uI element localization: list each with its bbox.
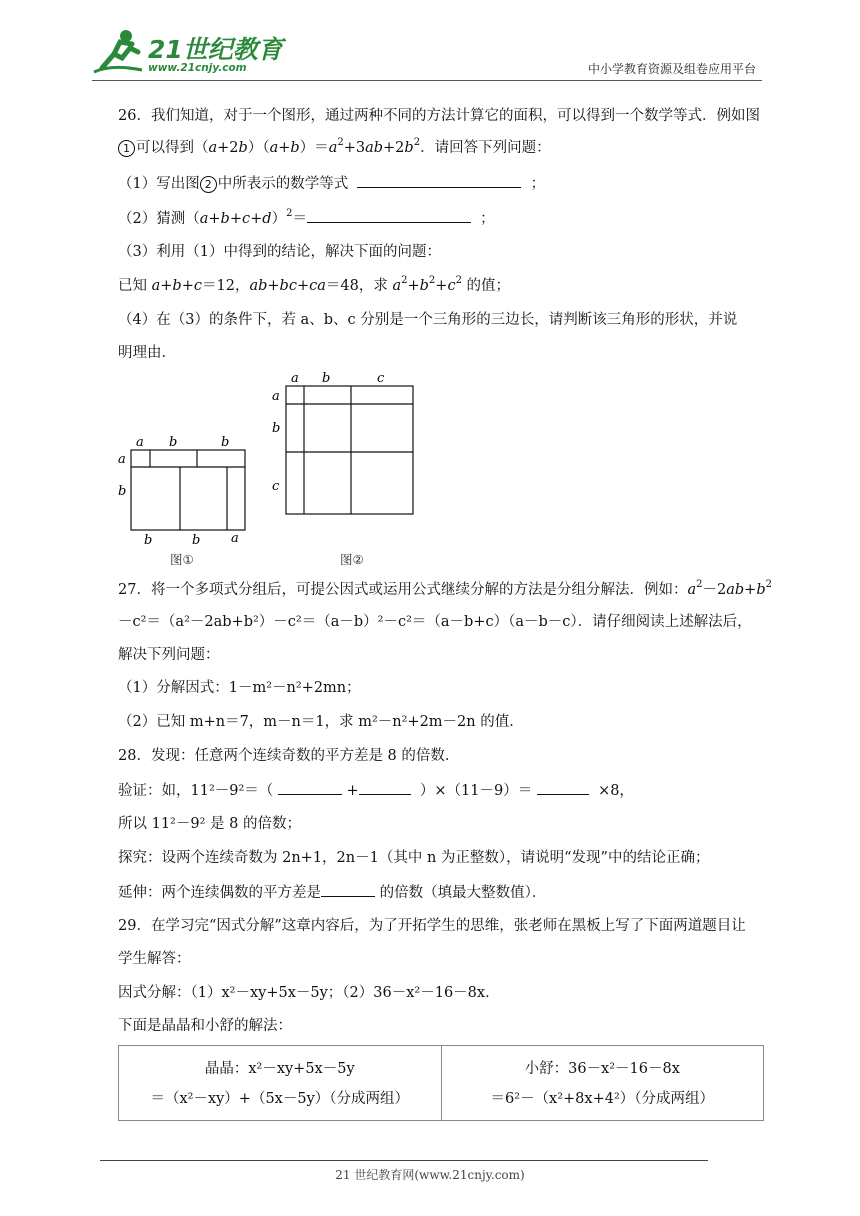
table-row <box>119 1046 764 1121</box>
q29-line1: 29．在学习完“因式分解”这章内容后，为了开拓学生的思维，张老师在黑板上写了下面两道题目让 <box>118 918 746 934</box>
platform-name: 中小学教育资源及组卷应用平台 <box>587 62 756 76</box>
svg-text:b: b <box>144 534 153 548</box>
logo-url: www.21cnjy.com <box>148 62 247 74</box>
svg-text:a: a <box>136 435 144 450</box>
q26-line1: 26．我们知道，对于一个图形，通过两种不同的方法计算它的面积，可以得到一个数学等式．例如图 <box>118 108 760 124</box>
text: ）×（11－9）＝ <box>419 783 533 799</box>
text: ．请回答下列问题： <box>420 140 551 156</box>
solution-line: ＝6²－（x²+8x+4²）（分成两组） <box>490 1091 715 1107</box>
q26-part4-cont: 明理由． <box>118 345 176 361</box>
answer-blank[interactable] <box>307 208 471 223</box>
svg-text:b: b <box>322 371 331 386</box>
solution-line: 小舒：36－x²－16－8x <box>524 1061 680 1077</box>
text: （2）猜测（ <box>118 211 200 227</box>
answer-blank[interactable] <box>537 780 589 795</box>
text: ； <box>480 211 495 227</box>
svg-text:b: b <box>169 435 178 450</box>
svg-text:c: c <box>272 479 280 494</box>
text: 的倍数（填最大整数值）． <box>375 885 547 901</box>
q26-part4: （4）在（3）的条件下，若 a、b、c 分别是一个三角形的三边长，请判断该三角形的形状，并说 <box>118 312 738 328</box>
text: ＝ <box>292 211 307 227</box>
q29-intro: 下面是晶晶和小舒的解法： <box>118 1018 292 1034</box>
solution-line: 晶晶：x²－xy+5x－5y <box>204 1061 355 1077</box>
svg-text:a: a <box>231 534 239 546</box>
q26-part3: （3）利用（1）中得到的结论，解决下面的问题： <box>118 244 441 260</box>
page-footer: 21 世纪教育网(www.21cnjy.com) <box>335 1168 525 1182</box>
solutions-table <box>118 1045 764 1121</box>
q28-verify <box>118 780 634 801</box>
text: 中所表示的数学等式 <box>217 176 349 192</box>
answer-blank[interactable] <box>321 882 375 897</box>
figure-2-caption: 图② <box>340 552 364 567</box>
svg-text:c: c <box>377 371 385 386</box>
text: 27．将一个多项式分组后，可提公因式或运用公式继续分解的方法是分组分解法．例如： <box>118 582 688 598</box>
text: 的值； <box>461 278 511 294</box>
q28-extend <box>118 882 546 903</box>
text: （1）写出图 <box>118 176 200 192</box>
svg-text:a: a <box>291 371 299 386</box>
solution-line: ＝（x²－xy）+（5x－5y）（分成两组） <box>150 1091 410 1107</box>
figure-1-caption: 图① <box>170 552 194 567</box>
q26-part1 <box>118 173 545 194</box>
circled-number: 2 <box>200 176 217 193</box>
text: 验证：如，11²－9²＝（ <box>118 783 274 799</box>
text: 已知 <box>118 278 152 294</box>
page-header <box>92 22 762 81</box>
text: ） <box>271 211 287 227</box>
circled-number: 1 <box>118 140 135 157</box>
text: 延伸：两个连续偶数的平方差是 <box>118 885 321 901</box>
svg-text:a: a <box>272 389 280 404</box>
runner-logo-icon <box>92 28 146 76</box>
q27-line2: －c²＝（a²－2ab+b²）－c²＝（a－b）²－c²＝（a－b+c）（a－b－c）．请仔细阅读上述解法后， <box>118 614 752 630</box>
text: ×8， <box>598 783 634 799</box>
text: 可以得到（ <box>136 140 209 156</box>
answer-blank[interactable] <box>278 780 342 795</box>
text: ）（ <box>247 140 270 156</box>
svg-text:b: b <box>272 421 281 436</box>
q28-so: 所以 11²－9² 是 8 的倍数； <box>118 816 301 832</box>
svg-text:b: b <box>192 534 201 548</box>
svg-text:a: a <box>118 452 126 467</box>
text: ＝12， <box>202 278 250 294</box>
text: ； <box>530 176 546 192</box>
answer-blank[interactable] <box>357 173 521 188</box>
footer-divider <box>100 1160 708 1161</box>
text: ＝48，求 <box>325 278 393 294</box>
q26-line2: 1 可以得到$(a+2b)(a+b)=a^2+3ab+2b^2$．请回答下列问题： <box>118 138 551 158</box>
text: + <box>346 783 359 799</box>
xiaoshu-solution <box>441 1046 764 1121</box>
svg-text:b: b <box>118 484 127 499</box>
q27-part1: （1）分解因式：1－m²－n²+2mn； <box>118 680 361 696</box>
q29-factor: 因式分解：（1）x²－xy+5x－5y；（2）36－x²－16－8x． <box>118 985 500 1001</box>
q29-line2: 学生解答： <box>118 951 191 967</box>
q27-part2: （2）已知 m+n＝7，m－n＝1，求 m²－n²+2m－2n 的值． <box>118 714 524 730</box>
q28-explore: 探究：设两个连续奇数为 2n+1，2n－1（其中 n 为正整数），请说明“发现”中的结论正确； <box>118 850 710 866</box>
answer-blank[interactable] <box>359 780 411 795</box>
q28-line1: 28．发现：任意两个连续奇数的平方差是 8 的倍数． <box>118 748 460 764</box>
logo-text: 21世纪教育 <box>148 35 283 64</box>
q27-line1: 27．将一个多项式分组后，可提公因式或运用公式继续分解的方法是分组分解法．例如：$a^2-2ab+b^2$ <box>118 579 772 598</box>
q26-given: 已知 a+b+c＝12，ab+bc+ca＝48，求 $a^2+b^2+c^2$ 的值； <box>118 275 511 294</box>
text: ）＝ <box>299 140 329 156</box>
figure-2 <box>268 368 418 524</box>
logo <box>92 28 292 78</box>
figure-1 <box>114 430 254 548</box>
svg-text:b: b <box>221 435 230 450</box>
jingjing-solution <box>119 1046 442 1121</box>
q26-part2: （2）猜测$(a+b+c+d)^2=$ ； <box>118 208 495 227</box>
q27-line3: 解决下列问题： <box>118 647 220 663</box>
